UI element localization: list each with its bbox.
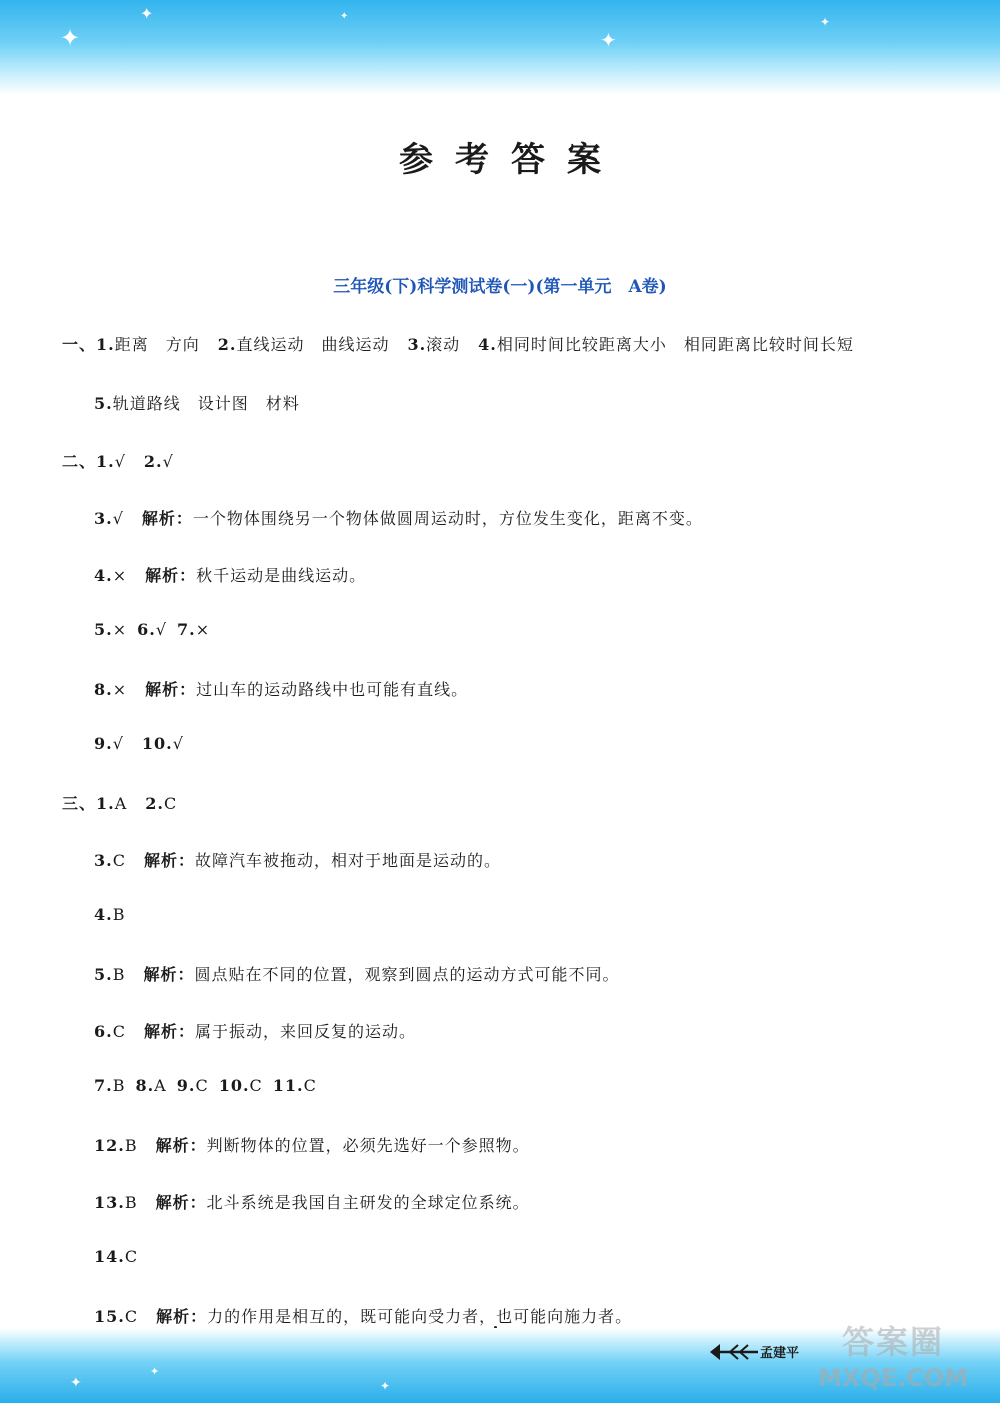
item-number: 10.	[218, 1076, 250, 1095]
answer-line	[94, 563, 366, 586]
item-number: 3.	[407, 335, 427, 354]
answer-line	[62, 332, 854, 355]
item-number: 4.	[478, 335, 497, 354]
answer-mark: C	[195, 1076, 209, 1095]
sparkle-star-icon: ✦	[150, 1365, 160, 1378]
answer-mark: B	[112, 965, 126, 984]
sparkle-star-icon: ✦	[820, 15, 831, 29]
answer-mark: A	[154, 1076, 167, 1095]
explanation-text: 一个物体围绕另一个物体做圆周运动时，方位发生变化，距离不变。	[192, 509, 703, 528]
answer-line	[94, 620, 210, 639]
arrow-left-icon	[708, 1340, 758, 1364]
item-number: 7.	[177, 620, 196, 639]
sparkle-star-icon: ✦	[380, 1379, 391, 1393]
item-number: 9.	[176, 1076, 196, 1095]
section-marker: 三、	[62, 794, 97, 813]
item-number: 14.	[94, 1247, 125, 1266]
explanation-text: 秋千运动是曲线运动。	[196, 566, 367, 585]
answer-text: 滚动	[426, 335, 461, 354]
section-marker: 一、	[62, 335, 97, 354]
sparkle-star-icon: ✦	[60, 24, 81, 52]
footer-brand: 孟建平	[760, 1346, 800, 1361]
section-marker: 二、	[62, 452, 97, 471]
item-number: 8.	[94, 680, 113, 699]
item-number: 5.	[94, 965, 113, 984]
explanation-text: 属于振动，来回反复的运动。	[194, 1022, 416, 1041]
item-number: 10.	[141, 734, 173, 753]
answer-mark: ×	[112, 620, 128, 639]
answer-line	[62, 791, 177, 814]
answer-line	[94, 1304, 632, 1327]
answer-line	[94, 734, 184, 753]
item-number: 6.	[94, 1022, 113, 1041]
answer-mark: C	[249, 1076, 263, 1095]
answer-text: 轨道路线 设计图 材料	[112, 394, 300, 413]
answer-line	[94, 1133, 530, 1156]
explanation-label: 解析：	[143, 965, 195, 984]
item-number: 3.	[94, 851, 113, 870]
answer-mark: C	[112, 851, 126, 870]
answer-line	[94, 962, 620, 985]
answer-mark: √	[172, 734, 184, 753]
item-number: 1.	[96, 794, 115, 813]
answer-line	[94, 1076, 317, 1095]
answer-mark: C	[163, 794, 178, 813]
answer-mark: C	[124, 1247, 139, 1266]
answer-line	[94, 1019, 416, 1042]
item-number: 2.	[143, 452, 163, 471]
sparkle-star-icon: ✦	[140, 4, 154, 23]
explanation-label: 解析：	[155, 1136, 207, 1155]
explanation-text: 判断物体的位置，必须先选好一个参照物。	[206, 1136, 530, 1155]
sparkle-star-icon: ✦	[600, 28, 617, 52]
answer-text: 相同时间比较距离大小 相同距离比较时间长短	[496, 335, 854, 354]
answer-line	[94, 1190, 530, 1213]
answer-mark: C	[303, 1076, 317, 1095]
answer-line	[94, 506, 703, 529]
explanation-label: 解析：	[155, 1193, 207, 1212]
watermark-url: MXQE.COM	[818, 1364, 969, 1392]
item-number: 7.	[94, 1076, 113, 1095]
item-number: 8.	[135, 1076, 155, 1095]
answer-line	[62, 449, 174, 472]
answer-text: 距离 方向	[114, 335, 200, 354]
answer-mark: √	[112, 734, 124, 753]
explanation-label: 解析：	[143, 1022, 195, 1041]
answer-mark: √	[112, 509, 124, 528]
watermark-logo: 答案圈	[842, 1323, 945, 1361]
item-number: 13.	[94, 1193, 125, 1212]
explanation-label: 解析：	[143, 851, 195, 870]
item-number: 2.	[145, 794, 164, 813]
answer-line	[94, 391, 300, 414]
explanation-text: 圆点贴在不同的位置，观察到圆点的运动方式可能不同。	[194, 965, 620, 984]
explanation-label: 解析：	[145, 566, 197, 585]
answer-mark: √	[114, 452, 126, 471]
item-number: 5.	[94, 394, 113, 413]
item-number: 5.	[94, 620, 113, 639]
answer-mark: C	[112, 1022, 126, 1041]
item-number: 4.	[94, 905, 113, 924]
explanation-text: 北斗系统是我国自主研发的全球定位系统。	[206, 1193, 530, 1212]
answer-mark: ×	[195, 620, 211, 639]
answer-mark: √	[162, 452, 174, 471]
answer-line	[94, 848, 501, 871]
explanation-label: 解析：	[145, 680, 197, 699]
item-number: 9.	[94, 734, 113, 753]
sparkle-star-icon: ✦	[70, 1375, 82, 1391]
item-number: 6.	[137, 620, 156, 639]
explanation-label: 解析：	[156, 1307, 208, 1326]
answer-text: 直线运动 曲线运动	[236, 335, 390, 354]
answer-mark: ×	[112, 566, 128, 585]
answer-line	[94, 677, 468, 700]
answer-mark: B	[112, 1076, 126, 1095]
item-number: 3.	[94, 509, 113, 528]
answer-mark: B	[112, 905, 126, 924]
test-subtitle: 三年级(下)科学测试卷(一)(第一单元 A卷)	[333, 277, 667, 297]
item-number: 15.	[94, 1307, 125, 1326]
item-number: 2.	[217, 335, 237, 354]
answer-mark: ×	[112, 680, 128, 699]
explanation-text: 力的作用是相互的，既可能向受力者，也可能向施力者。	[207, 1307, 633, 1326]
item-number: 12.	[94, 1136, 125, 1155]
answer-mark: √	[155, 620, 168, 639]
item-number: 1.	[96, 335, 115, 354]
item-number: 1.	[96, 452, 115, 471]
item-number: 4.	[94, 566, 113, 585]
item-number: 11.	[272, 1076, 304, 1095]
answer-mark: B	[124, 1136, 138, 1155]
answer-line	[94, 1247, 138, 1266]
answer-line	[94, 905, 125, 924]
answer-mark: C	[124, 1307, 139, 1326]
explanation-text: 故障汽车被拖动，相对于地面是运动的。	[194, 851, 501, 870]
answer-mark: B	[124, 1193, 138, 1212]
sparkle-star-icon: ✦	[340, 11, 349, 22]
explanation-text: 过山车的运动路线中也可能有直线。	[196, 680, 469, 699]
answer-mark: A	[114, 794, 128, 813]
explanation-label: 解析：	[141, 509, 193, 528]
page-title: 参考答案	[399, 140, 623, 180]
